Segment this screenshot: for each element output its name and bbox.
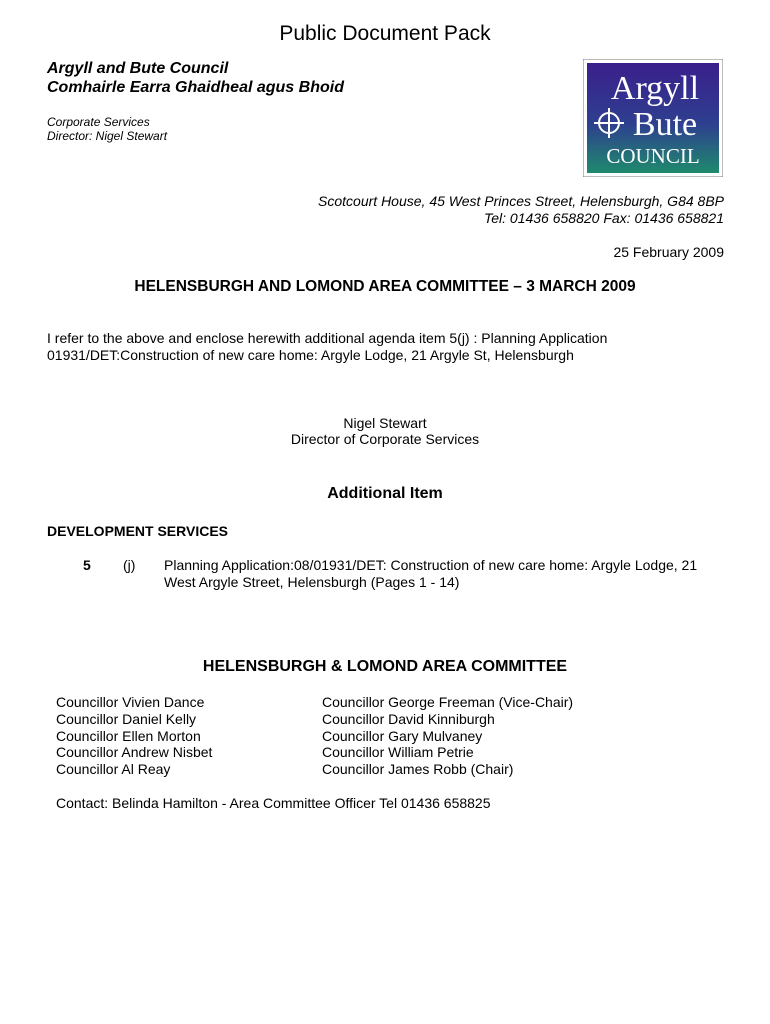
- intro-paragraph: I refer to the above and enclose herewith additional agenda item 5(j) : Planning Application 01931/DET:Construction of new care home: Argyle Lodge, 21 Argyle St, Helensburgh: [47, 330, 608, 363]
- member-name: Councillor Vivien Dance: [56, 694, 205, 710]
- contact-line: Contact: Belinda Hamilton - Area Committee Officer Tel 01436 658825: [56, 795, 491, 811]
- pack-title: Public Document Pack: [279, 22, 491, 45]
- logo-line-council: COUNCIL: [606, 144, 700, 168]
- additional-item-heading: Additional Item: [327, 485, 443, 502]
- committee-meeting-heading: HELENSBURGH AND LOMOND AREA COMMITTEE – 3 MARCH 2009: [134, 278, 636, 295]
- member-name: Councillor David Kinniburgh: [322, 710, 495, 727]
- council-logo: [583, 59, 723, 177]
- member-name: Councillor Andrew Nisbet: [56, 744, 213, 761]
- member-name: Councillor Al Reay: [56, 761, 171, 778]
- signatory-name: Nigel Stewart: [343, 415, 427, 431]
- agenda-item-link[interactable]: Planning Application:08/01931/DET: Construction of new care home: Argyle Lodge, 21 West Argyle Street, Helensburgh (Pages 1 - 14): [164, 557, 698, 590]
- members-list-left: [56, 694, 212, 778]
- member-name: Councillor George Freeman (Vice-Chair): [322, 694, 574, 710]
- section-heading: DEVELOPMENT SERVICES: [47, 523, 229, 539]
- org-name-gaelic: Comhairle Earra Ghaidheal agus Bhoid: [47, 79, 344, 96]
- letter-date: 25 February 2009: [613, 244, 724, 260]
- agenda-item-letter: (j): [123, 557, 136, 573]
- address-line: Scotcourt House, 45 West Princes Street, Helensburgh, G84 8BP: [318, 193, 724, 209]
- member-name: Councillor William Petrie: [322, 744, 474, 761]
- members-heading: HELENSBURGH & LOMOND AREA COMMITTEE: [202, 658, 568, 675]
- members-list-right: [322, 694, 573, 778]
- signatory-title: Director of Corporate Services: [290, 431, 480, 447]
- director-line: Director: Nigel Stewart: [47, 129, 168, 143]
- logo-line-bute: Bute: [632, 106, 698, 143]
- member-name: Councillor James Robb (Chair): [322, 761, 514, 778]
- department: Corporate Services: [47, 115, 150, 129]
- member-name: Councillor Daniel Kelly: [56, 710, 197, 727]
- member-name: Councillor Ellen Morton: [56, 727, 201, 744]
- logo-line-argyll: Argyll: [610, 70, 700, 107]
- member-name: Councillor Gary Mulvaney: [322, 727, 483, 744]
- agenda-item-number: 5: [83, 557, 91, 573]
- tel-fax-line: Tel: 01436 658820 Fax: 01436 658821: [483, 210, 724, 226]
- org-name-english: Argyll and Bute Council: [47, 60, 229, 77]
